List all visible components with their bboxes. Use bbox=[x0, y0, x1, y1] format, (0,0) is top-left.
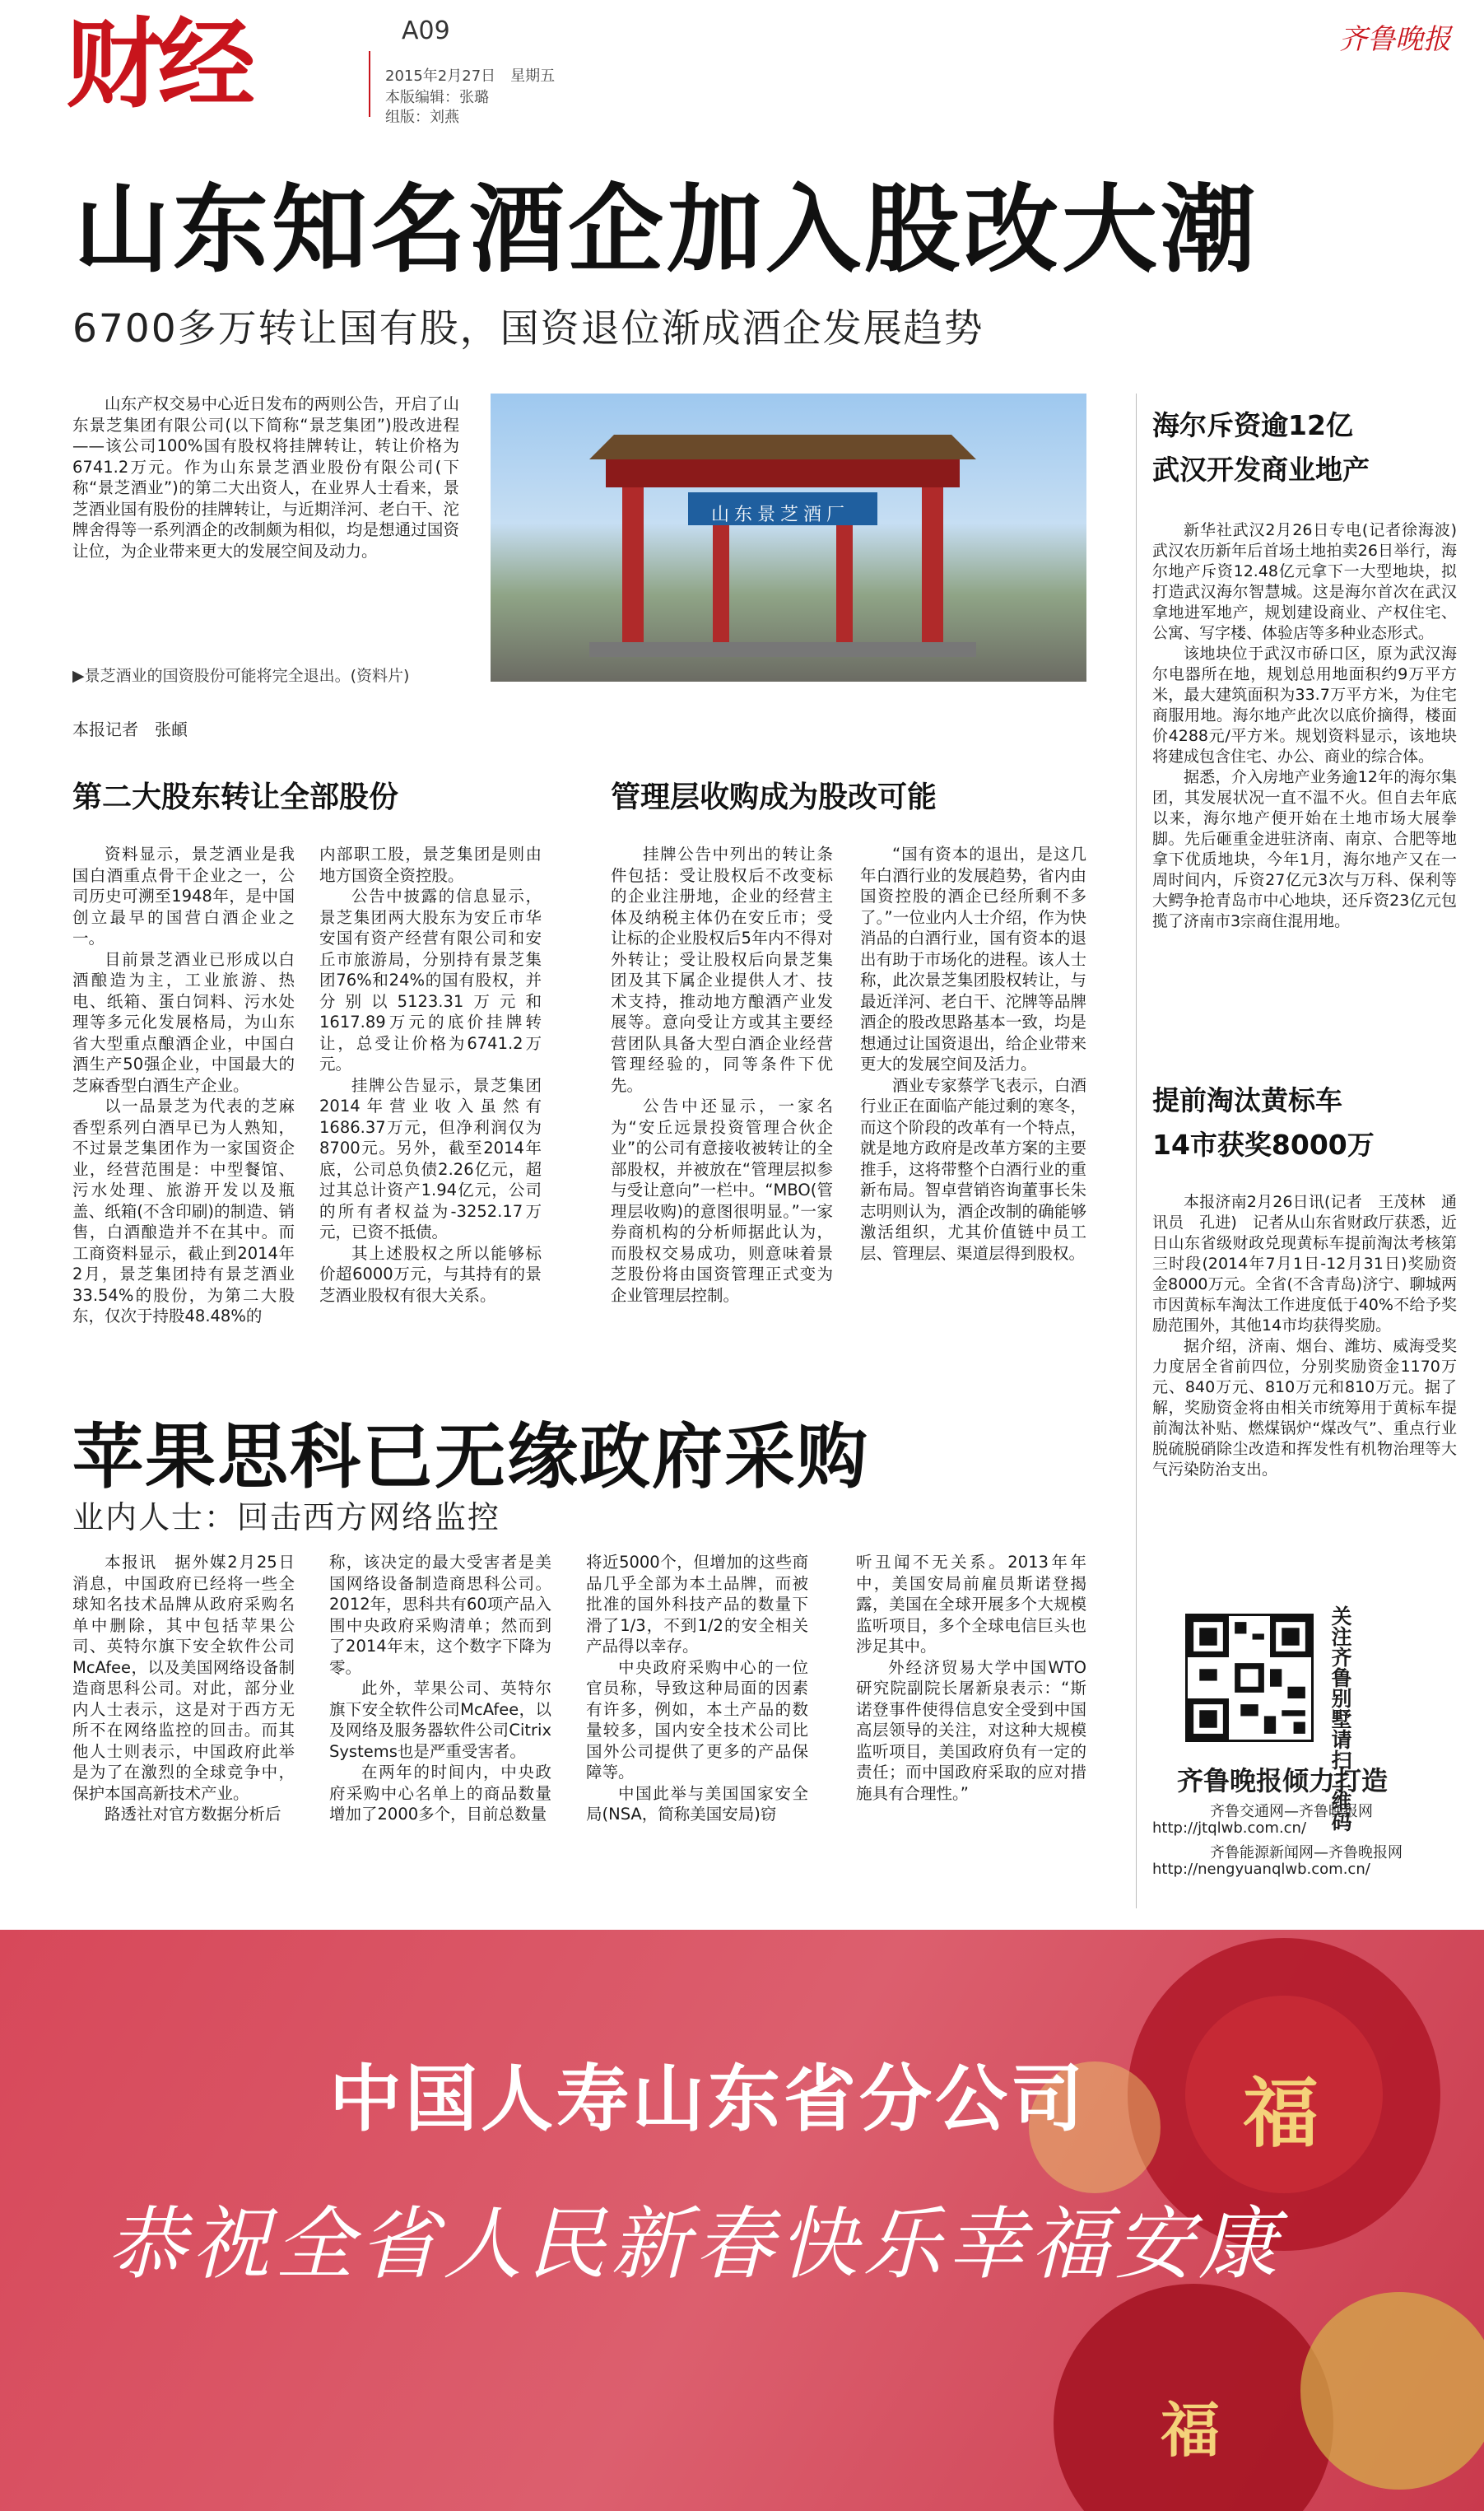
paragraph: “国有资本的退出，是这几年白酒行业的发展趋势，省内由国资控股的酒企已经所剩不多了。”一位业内人士介绍，作为快消品的白酒行业，国有资本的退出有助于市场化的进程。该人士称，此次景芝集团股权转让，与最近洋河、老白干、沱牌等品牌酒企的股改思路基本一致，均是想通过让国资退出，给企业带来更大的发展空间及活力。 bbox=[860, 845, 1086, 1074]
photo-sign-text: 山东景芝酒厂 bbox=[711, 505, 850, 525]
promo-title: 齐鲁晚报倾力打造 bbox=[1177, 1765, 1389, 1796]
paragraph: 公告中还显示，一家名为“安丘远景投资管理合伙企业”的公司有意接收被转让的全部股权，并被放在“管理层拟参与受让意向”一栏中。“MBO(管理层收购)的意图很明显。”一家券商机构的分析师据此认为，而股权交易成功，则意味着景芝股份将由国资管理正式变为企业管理层控制。 bbox=[611, 1097, 833, 1305]
promo-line1: 齐鲁交通网—齐鲁晚报网 bbox=[1210, 1803, 1373, 1820]
banner-greeting: 恭祝全省人民新春快乐幸福安康 bbox=[107, 2198, 1282, 2290]
sidebar-story1-title-line1: 海尔斥资逾12亿 bbox=[1152, 409, 1353, 441]
issue-date: 2015年2月27日 星期五 bbox=[385, 68, 556, 85]
paragraph: 内部职工股，景芝集团是则由地方国资全资控股。 bbox=[319, 845, 542, 885]
sidebar-story2-title-line2: 14市获奖8000万 bbox=[1152, 1129, 1375, 1161]
photo-caption: ▶景芝酒业的国资股份可能将完全退出。(资料片) bbox=[72, 667, 410, 685]
paragraph: 资料显示，景芝酒业是我国白酒重点骨干企业之一，公司历史可溯至1948年，是中国创立最早的国营白酒企业之一。 bbox=[72, 845, 295, 948]
section-logo: 财经 bbox=[66, 7, 251, 121]
paragraph: 挂牌公告中列出的转让条件包括：受让股权后不改变标的企业注册地，企业的经营主体及纳税主体仍在安丘市；受让标的企业股权后5年内不得对外转让；受让股权后向景芝集团及其下属企业提供人才、技术支持，推动地方酿酒产业发展等。意向受让方或其主要经营团队具备大型白酒企业经营管理经验的，同等条件下优先。 bbox=[611, 845, 833, 1095]
fu-character-decor: 福 bbox=[1161, 2396, 1221, 2465]
paragraph: 在两年的时间内，中央政府采购中心名单上的商品数量增加了2000多个，目前总数量 bbox=[329, 1763, 551, 1824]
promo-url2[interactable]: http://nengyuanqlwb.com.cn/ bbox=[1152, 1861, 1370, 1878]
column-divider bbox=[1136, 394, 1137, 1908]
sidebar-story2-body bbox=[1152, 1192, 1457, 1480]
section2-title: 管理层收购成为股改可能 bbox=[611, 780, 937, 814]
promo-url1[interactable]: http://jtqlwb.com.cn/ bbox=[1152, 1819, 1307, 1837]
section2-col2 bbox=[860, 844, 1086, 1264]
page-number: A09 bbox=[402, 16, 450, 45]
second-col3 bbox=[586, 1552, 808, 1825]
sidebar-story1-body bbox=[1152, 520, 1473, 932]
sidebar-story2-title-line1: 提前淘汰黄标车 bbox=[1152, 1084, 1342, 1116]
second-col1 bbox=[72, 1552, 295, 1825]
paragraph: 酒业专家蔡学飞表示，白酒行业正在面临产能过剩的寒冬，而这个阶段的改革有一个特点，就是地方政府是改革方案的主要推手，这将带整个白酒行业的重新布局。智卓营销咨询董事长朱志明则认为，酒企改制的确能够激活组织，尤其价值链中员工层、管理层、渠道层得到股权。 bbox=[860, 1075, 1086, 1263]
second-col2 bbox=[329, 1552, 551, 1825]
qr-pattern bbox=[1188, 1616, 1311, 1740]
banner-company-name: 中国人寿山东省分公司 bbox=[329, 2057, 1087, 2141]
fu-character-decor: 福 bbox=[1243, 2070, 1319, 2158]
second-col4 bbox=[856, 1552, 1086, 1804]
paragraph: 外经济贸易大学中国WTO研究院副院长屠新泉表示：“斯诺登事件使得信息安全受到中国高层领导的关注，对这种大规模监听项目，美国政府负有一定的责任；而中国政府采取的应对措施具有合理性。” bbox=[856, 1657, 1086, 1803]
section2-col1 bbox=[611, 844, 833, 1306]
paragraph: 称，该决定的最大受害者是美国网络设备制造商思科公司。2012年，思科共有60项产品入围中央政府采购清单；然而到了2014年末，这个数字下降为零。 bbox=[329, 1553, 551, 1677]
sidebar-story1-title bbox=[1152, 403, 1370, 492]
second-subheadline: 业内人士：回击西方网络监控 bbox=[72, 1499, 501, 1535]
paragraph: 目前景芝酒业已形成以白酒酿造为主，工业旅游、热电、纸箱、蛋白饲料、污水处理等多元化发展格局，为山东省大型重点酿酒企业，中国白酒生产50强企业，中国最大的芝麻香型白酒生产企业。 bbox=[72, 949, 295, 1095]
qr-code-icon[interactable] bbox=[1185, 1614, 1314, 1742]
archway-illustration bbox=[589, 426, 976, 657]
paragraph: 该地块位于武汉市硚口区，原为武汉海尔电器所在地，规划总用地面积约9万平方米，最大建筑面积为33.7万平方米，为住宅商服用地。海尔地产此次以底价摘得，楼面价4288元/平方米。规划资料显示，该地块将建成包含住宅、办公、商业的综合体。 bbox=[1152, 645, 1457, 766]
lead-byline: 本报记者 张頔 bbox=[72, 720, 188, 739]
paragraph: 听丑闻不无关系。2013年年中，美国安局前雇员斯诺登揭露，美国在全球开展多个大规模监听项目，多个全球电信巨头也涉足其中。 bbox=[856, 1553, 1086, 1656]
layout-credit: 组版：刘燕 bbox=[385, 109, 459, 126]
paragraph: 以一品景芝为代表的芝麻香型系列白酒早已为人熟知，不过景芝集团作为一家国资企业，经营范围是：中型餐馆、污水处理、旅游开发以及瓶盖、纸箱(不含印刷)的制造、销售，白酒酿造并不在其中。而工商资料显示，截止到2014年2月，景芝集团持有景芝酒业33.54%的股份，为第二大股东，仅次于持股48.48%的 bbox=[72, 1097, 295, 1325]
sidebar-story2-title bbox=[1152, 1078, 1375, 1167]
paragraph: 据介绍，济南、烟台、潍坊、威海受奖力度居全省前四位，分别奖励资金1170万元、840万元、810万元和810万元。据了解，奖励资金将由相关市统筹用于黄标车提前淘汰补贴、燃煤锅炉“煤改气”、重点行业脱硫脱硝除尘改造和挥发性有机物治理等大气污染防治支出。 bbox=[1152, 1337, 1457, 1479]
paragraph: 此外，苹果公司、英特尔旗下安全软件公司McAfee，以及网络及服务器软件公司Citrix Systems也是严重受害者。 bbox=[329, 1679, 551, 1761]
paragraph: 本报济南2月26日讯(记者 王茂林 通讯员 孔进) 记者从山东省财政厅获悉，近日山东省级财政兑现黄标车提前淘汰考核第三时段(2014年7月1日-12月31日)奖励资金8000万元。全省(不含青岛)济宁、聊城两市因黄标车淘汰工作进度低于40%不给予奖励范围外，其他14市均获得奖励。 bbox=[1152, 1193, 1457, 1335]
editor-credit: 本版编辑：张璐 bbox=[385, 89, 489, 106]
paragraph: 挂牌公告显示，景芝集团2014年营业收入虽然有1686.37万元，但净利润仅为8700元。另外，截至2014年底，公司总负债2.26亿元，超过其总计资产1.94亿元，公司的所有者权益为-3252.17万元，已资不抵债。 bbox=[319, 1075, 542, 1242]
newspaper-brand: 齐鲁晚报 bbox=[1339, 23, 1451, 56]
paragraph: 本报讯 据外媒2月25日消息，中国政府已经将一些全球知名技术品牌从政府采购名单中删除，其中包括苹果公司、英特尔旗下安全软件公司McAfee，以及美国网络设备制造商思科公司。对此，部分业内人士表示，这是对于西方无所不在网络监控的回击。而其他人士则表示，中国政府此举是为了在激烈的全球竞争中，保护本国高新技术产业。 bbox=[72, 1553, 295, 1803]
lead-headline: 山东知名酒企加入股改大潮 bbox=[74, 175, 1259, 286]
sidebar-story1-title-line2: 武汉开发商业地产 bbox=[1152, 454, 1370, 486]
paragraph: 公告中披露的信息显示，景芝集团两大股东为安丘市华安国有资产经营有限公司和安丘市旅游局，分别持有景芝集团76%和24%的国有股权，并分别以5123.31万元和1617.89万元的底价挂牌转让，总受让价格为6741.2万元。 bbox=[319, 887, 542, 1074]
second-headline: 苹果思科已无缘政府采购 bbox=[72, 1416, 869, 1498]
paragraph: 中央政府采购中心的一位官员称，导致这种局面的因素有许多，例如，本土产品的数量较多，国内安全技术公司比国外公司提供了更多的产品保障等。 bbox=[586, 1657, 808, 1782]
paragraph: 据悉，介入房地产业务逾12年的海尔集团，其发展状况一直不温不火。但自去年底以来，海尔地产便开始在土地市场大展拳脚。先后砸重金进驻济南、南京、合肥等地拿下优质地块，今年1月，海尔地产又在一周时间内，斥资27亿元3次与万科、保利等大鳄争抢青岛市中心地块，还斥资23亿元包揽了济南市3宗商住混用地。 bbox=[1152, 768, 1457, 930]
paragraph: 将近5000个，但增加的这些商品几乎全部为本土品牌，而被批准的国外科技产品的数量下滑了1/3，不到1/2的安全相关产品得以幸存。 bbox=[586, 1553, 808, 1656]
header-divider bbox=[369, 51, 370, 117]
section1-col1 bbox=[72, 844, 295, 1327]
lead-intro-text: 山东产权交易中心近日发布的两则公告，开启了山东景芝集团有限公司(以下简称“景芝集团”)股改进程——该公司100%国有股权将挂牌转让，转让价格为6741.2万元。作为山东景芝酒业股份有限公司(下称“景芝酒业”)的第二大出资人，在业界人士看来，景芝酒业国有股份的挂牌转让，与近期洋河、老白干、沱牌舍得等一系列酒企的改制颇为相似，均是想通过国资让位，为企业带来更大的发展空间及动力。 bbox=[72, 394, 459, 561]
section1-col2 bbox=[319, 844, 542, 1306]
promo-line2: 齐鲁能源新闻网—齐鲁晚报网 bbox=[1210, 1844, 1403, 1861]
paragraph: 新华社武汉2月26日专电(记者徐海波) 武汉农历新年后首场土地拍卖26日举行，海尔地产斥资12.48亿元拿下一大型地块，拟打造武汉海尔智慧城。这是海尔首次在武汉拿地进军地产，规划建设商业、产权住宅、公寓、写字楼、体验店等多种业态形式。 bbox=[1152, 521, 1473, 642]
section1-title: 第二大股东转让全部股份 bbox=[72, 780, 399, 814]
qr-caption: 关注齐鲁别墅请扫二维码 bbox=[1328, 1605, 1352, 1832]
lead-intro bbox=[72, 394, 459, 561]
paragraph: 其上述股权之所以能够标价超6000万元，与其持有的景芝酒业股权有很大关系。 bbox=[319, 1243, 542, 1305]
lead-subheadline: 6700多万转让国有股，国资退位渐成酒企发展趋势 bbox=[72, 306, 984, 352]
paragraph: 中国此举与美国国家安全局(NSA，简称美国安局)窃 bbox=[586, 1783, 808, 1824]
paragraph: 路透社对官方数据分析后 bbox=[105, 1805, 281, 1824]
lead-photo bbox=[491, 394, 1086, 682]
